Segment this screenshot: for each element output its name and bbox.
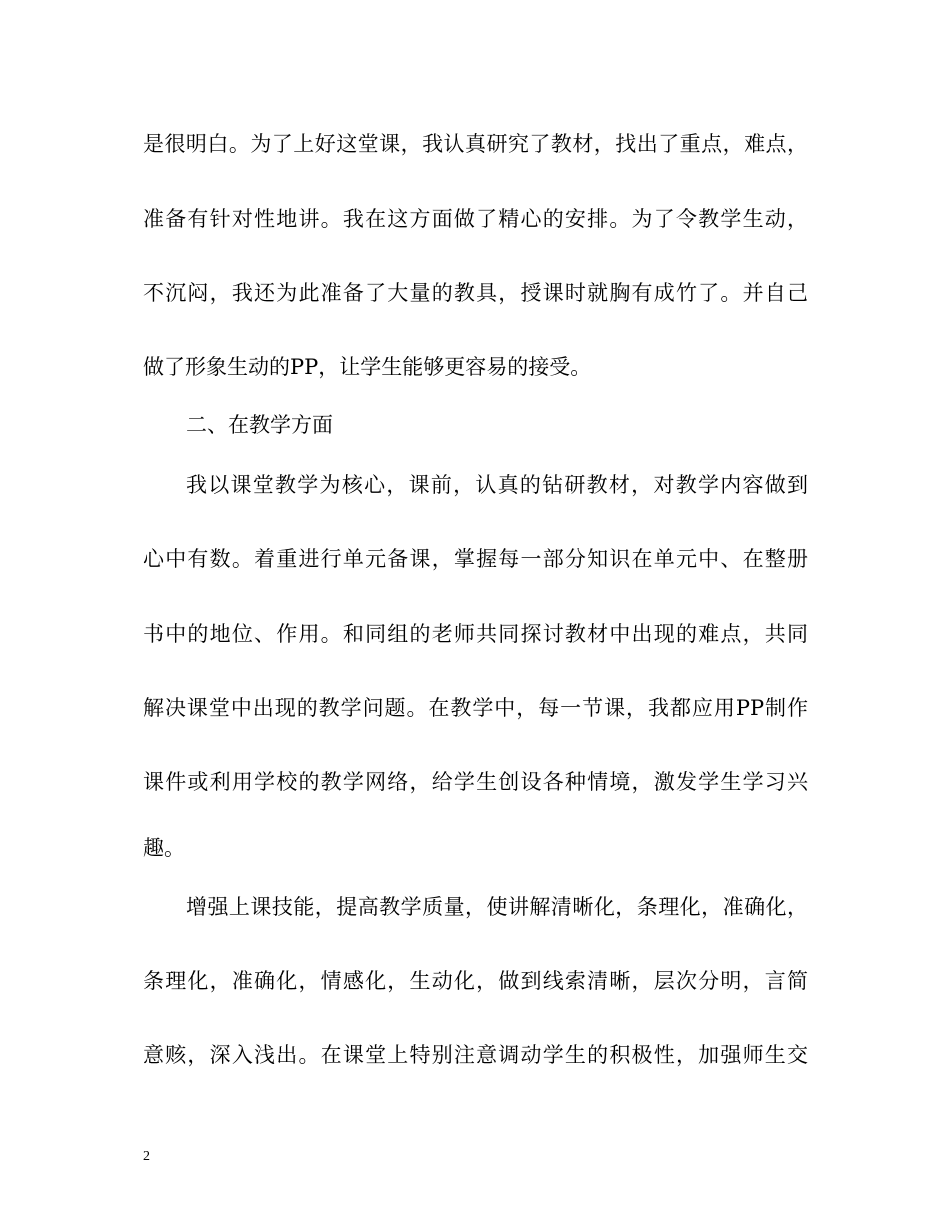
text-line: 解决课堂中出现的教学问题。在教学中，每一节课，我都应用PP制作 [143, 696, 808, 720]
section-heading: 二、在教学方面 [186, 413, 333, 437]
text-line: 是很明白。为了上好这堂课，我认真研究了教材，找出了重点，难点， [143, 132, 808, 156]
text-line: 意赅，深入浅出。在课堂上特别注意调动学生的积极性，加强师生交 [143, 1043, 808, 1067]
text-line: 条理化，准确化，情感化，生动化，做到线索清晰，层次分明，言简 [143, 969, 808, 993]
text-line: 趣。 [143, 836, 185, 860]
text-line: 做了形象生动的PP，让学生能够更容易的接受。 [143, 355, 592, 379]
text-line: 书中的地位、作用。和同组的老师共同探讨教材中出现的难点，共同 [143, 622, 808, 646]
text-line: 增强上课技能，提高教学质量，使讲解清晰化，条理化，准确化， [186, 895, 808, 919]
text-line: 我以课堂教学为核心，课前，认真的钻研教材，对教学内容做到 [186, 473, 808, 497]
page-number: 2 [143, 1149, 150, 1164]
text-line: 课件或利用学校的教学网络，给学生创设各种情境，激发学生学习兴 [143, 770, 808, 794]
text-line: 不沉闷，我还为此准备了大量的教具，授课时就胸有成竹了。并自己 [143, 281, 808, 305]
text-line: 心中有数。着重进行单元备课，掌握每一部分知识在单元中、在整册 [143, 547, 808, 571]
text-line: 准备有针对性地讲。我在这方面做了精心的安排。为了令教学生动， [143, 207, 808, 231]
